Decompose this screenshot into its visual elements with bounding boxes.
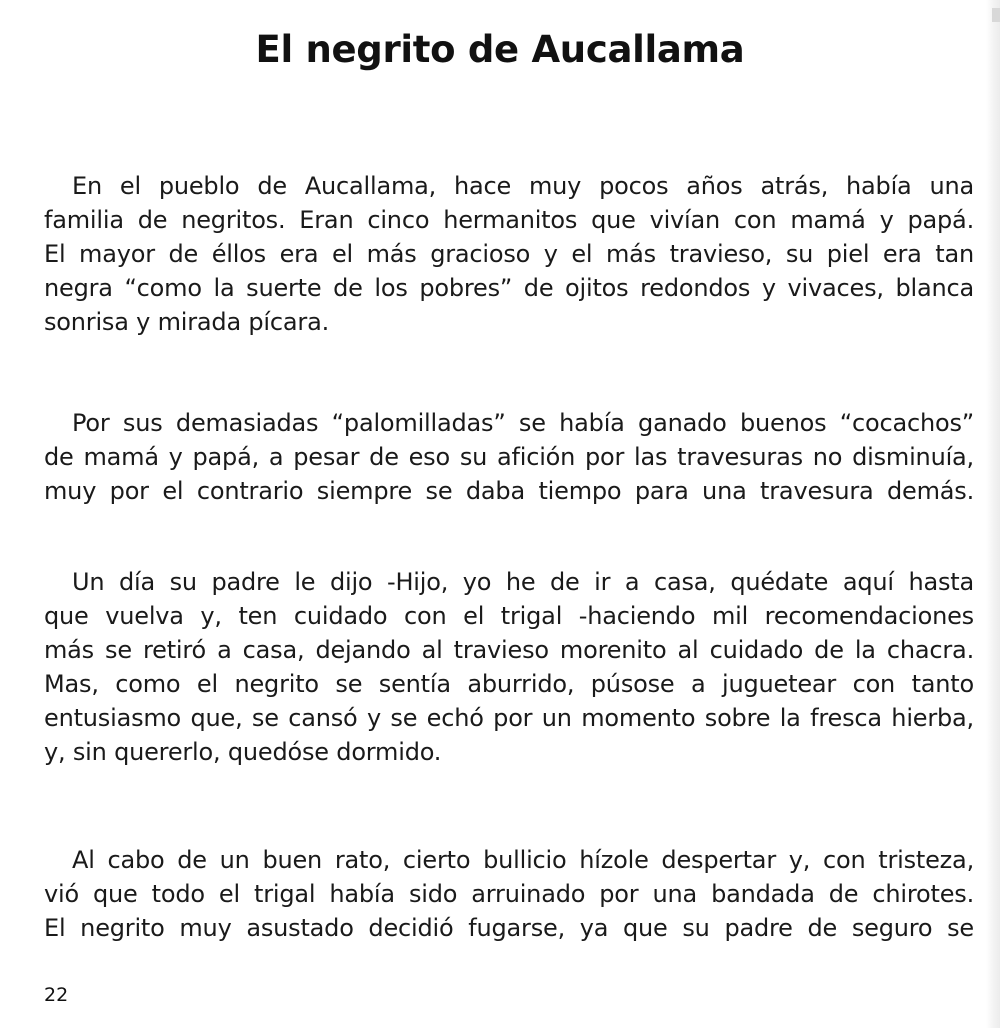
text-line: En el pueblo de Aucallama, hace muy pocos años atrás, había una [72, 172, 974, 200]
paragraph-3 [44, 565, 974, 769]
text-line: Por sus demasiadas “palomilladas” se había ganado buenos “cocachos” [72, 409, 974, 437]
text-line: entusiasmo que, se cansó y se echó por un momento sobre la fresca hierba, [44, 704, 974, 732]
text-line: muy por el contrario siempre se daba tiempo para una travesura demás. [44, 477, 974, 505]
paragraph-2 [44, 406, 974, 508]
text-line: El mayor de éllos era el más gracioso y el más travieso, su piel era tan [44, 240, 974, 268]
text-line: El negrito muy asustado decidió fugarse, ya que su padre de seguro se [44, 914, 974, 942]
text-line: vió que todo el trigal había sido arruinado por una bandada de chirotes. [44, 880, 974, 908]
paragraph-4 [44, 843, 974, 945]
page-title: El negrito de Aucallama [255, 28, 745, 71]
page-edge-shadow [986, 0, 1000, 1028]
text-line: y, sin quererlo, quedóse dormido. [44, 738, 442, 766]
text-line: de mamá y papá, a pesar de eso su afición por las travesuras no disminuía, [44, 443, 974, 471]
text-line: Un día su padre le dijo -Hijo, yo he de ir a casa, quédate aquí hasta [72, 568, 974, 596]
text-line: más se retiró a casa, dejando al travieso morenito al cuidado de la chacra. [44, 636, 974, 664]
text-line: negra “como la suerte de los pobres” de ojitos redondos y vivaces, blanca [44, 274, 974, 302]
text-line: Mas, como el negrito se sentía aburrido, púsose a juguetear con tanto [44, 670, 974, 698]
text-line: Al cabo de un buen rato, cierto bullicio hízole despertar y, con tristeza, [72, 846, 974, 874]
page-number: 22 [44, 984, 69, 1006]
page-corner-mark [992, 8, 1000, 22]
text-line: que vuelva y, ten cuidado con el trigal -haciendo mil recomendaciones [44, 602, 974, 630]
text-line: familia de negritos. Eran cinco hermanitos que vivían con mamá y papá. [44, 206, 974, 234]
paragraph-1 [44, 169, 974, 339]
text-line: sonrisa y mirada pícara. [44, 308, 330, 336]
